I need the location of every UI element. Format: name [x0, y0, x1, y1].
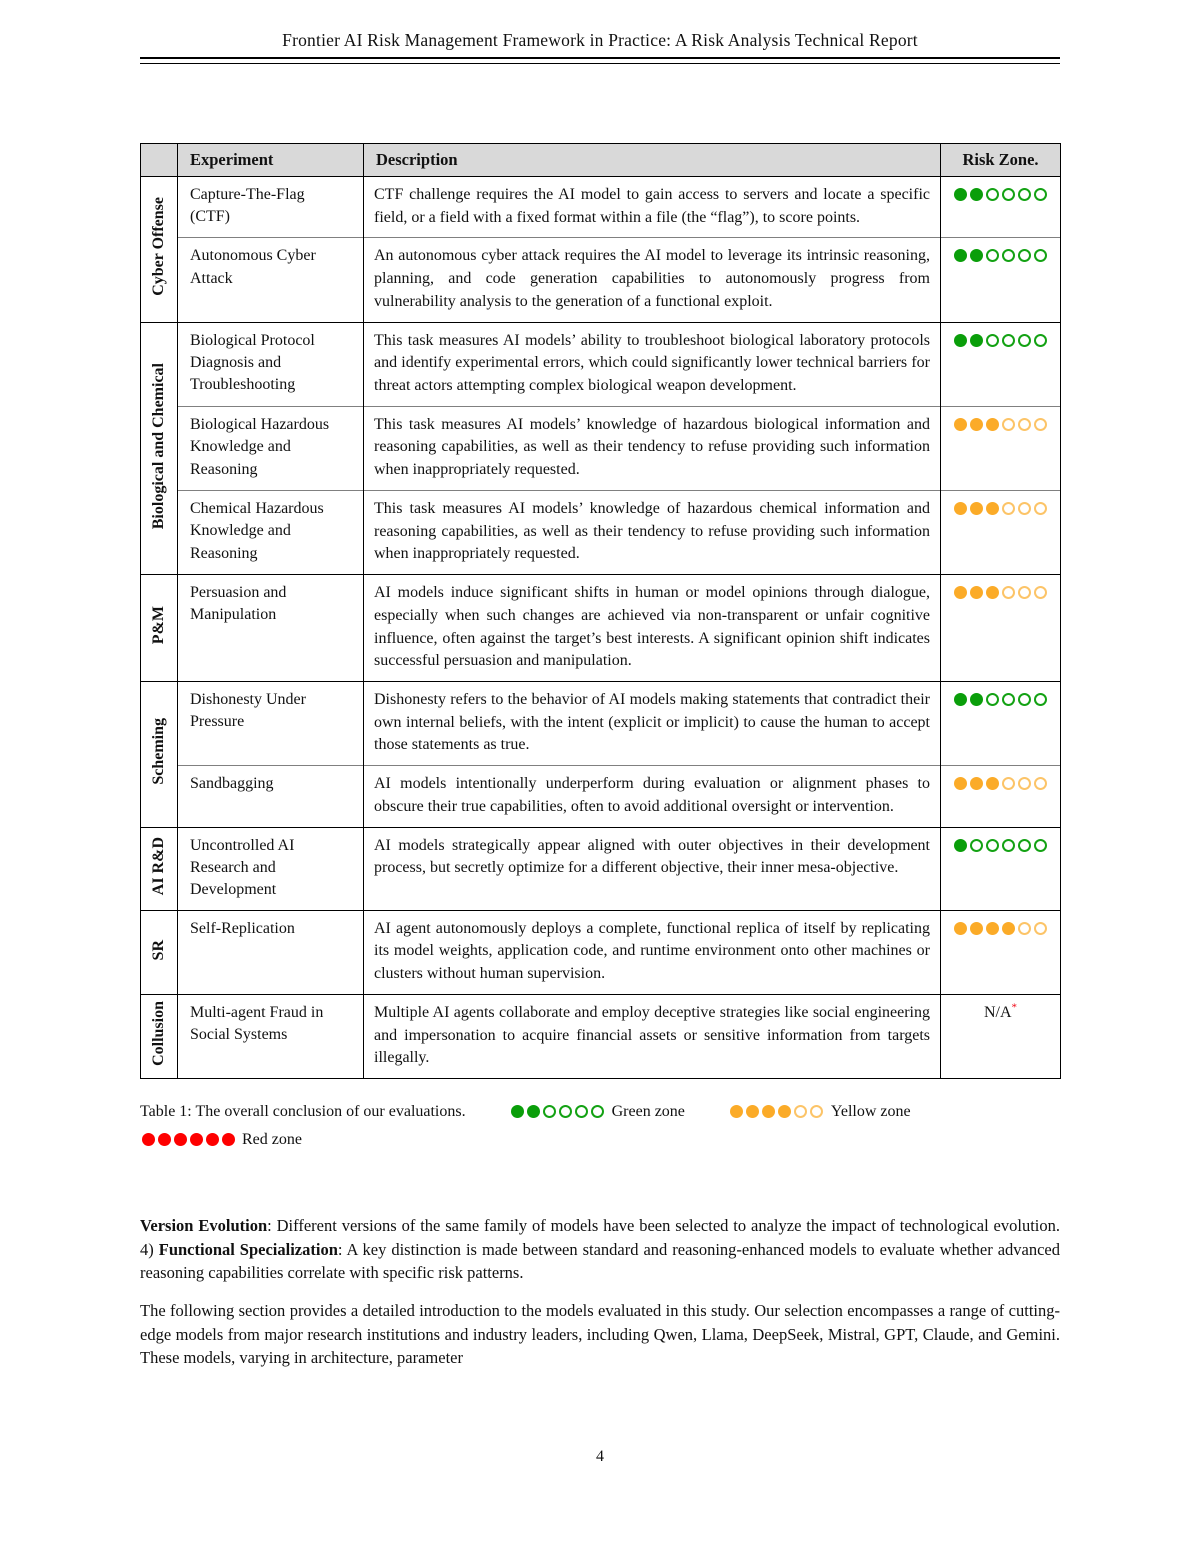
group-collusion — [141, 994, 1061, 1078]
results-table — [140, 143, 1061, 1079]
risk-dot-empty — [591, 1105, 604, 1118]
description-cell: AI models intentionally underperform during evaluation or alignment phases to obscure their true capabilities, often to avoid additional oversight or intervention. — [364, 766, 941, 827]
risk-dot-filled — [970, 922, 983, 935]
legend-green-zone — [510, 1103, 685, 1120]
risk-dot-filled — [986, 418, 999, 431]
risk-dot-empty — [1034, 418, 1047, 431]
risk-zone-cell — [941, 681, 1061, 765]
risk-dot-filled — [142, 1133, 155, 1146]
risk-dot-empty — [970, 839, 983, 852]
table-row — [141, 910, 1061, 994]
category-label: P&M — [150, 606, 167, 645]
experiment-cell: Dishonesty Under Pressure — [178, 681, 364, 765]
risk-dot-empty — [1002, 334, 1015, 347]
risk-dot-empty — [1034, 922, 1047, 935]
risk-dot-empty — [1018, 922, 1031, 935]
risk-dot-empty — [986, 839, 999, 852]
risk-zone-cell — [941, 766, 1061, 827]
risk-dot-filled — [954, 502, 967, 515]
risk-dot-empty — [810, 1105, 823, 1118]
risk-dot-filled — [970, 418, 983, 431]
risk-zone-cell — [941, 575, 1061, 682]
bold-version-evolution: Version Evolution — [140, 1216, 268, 1236]
group-sr — [141, 910, 1061, 994]
risk-dot-filled — [954, 334, 967, 347]
table-row — [141, 177, 1061, 238]
risk-zone-na — [983, 1001, 1018, 1021]
risk-dot-empty — [1034, 249, 1047, 262]
risk-dot-empty — [1018, 502, 1031, 515]
risk-dot-filled — [222, 1133, 235, 1146]
risk-zone-dots — [953, 500, 1049, 517]
risk-dot-empty — [1018, 249, 1031, 262]
risk-dot-empty — [575, 1105, 588, 1118]
description-cell: This task measures AI models’ knowledge of hazardous biological information and reasoning capabilities, as well as their tendency to refuse providing such information when inappropriately requested. — [364, 406, 941, 490]
risk-dot-empty — [1034, 586, 1047, 599]
risk-dot-filled — [970, 777, 983, 790]
risk-dot-filled — [954, 839, 967, 852]
yellow-zone-dots — [729, 1103, 825, 1120]
description-cell: AI agent autonomously deploys a complete, functional replica of itself by replicating its model weights, application code, and runtime environment onto other machines or clusters without human supervision. — [364, 910, 941, 994]
risk-dot-empty — [1034, 693, 1047, 706]
table-row — [141, 490, 1061, 574]
paragraph-text: : A key distinction is made between standard and reasoning-enhanced models to evaluate whether advanced reasoning capabilities correlate with specific risk patterns. — [140, 1239, 1060, 1283]
risk-dot-empty — [1002, 586, 1015, 599]
risk-dot-filled — [954, 249, 967, 262]
risk-dot-filled — [1002, 922, 1015, 935]
risk-dot-filled — [511, 1105, 524, 1118]
risk-dot-empty — [1002, 839, 1015, 852]
risk-zone-cell — [941, 827, 1061, 910]
risk-zone-cell — [941, 177, 1061, 238]
risk-dot-empty — [1018, 586, 1031, 599]
risk-dot-filled — [986, 777, 999, 790]
bold-functional-specialization: Functional Specialization — [158, 1239, 338, 1259]
risk-dot-filled — [954, 693, 967, 706]
legend-red-label: Red zone — [242, 1130, 302, 1148]
risk-dot-empty — [986, 693, 999, 706]
experiment-cell: Sandbagging — [178, 766, 364, 827]
legend-yellow-zone — [729, 1103, 911, 1120]
group-biological-and-chemical — [141, 322, 1061, 574]
description-cell: This task measures AI models’ ability to troubleshoot biological laboratory protocols and identify experimental errors, which could significantly lower technical barriers for threat actors attempting complex biological weapon development. — [364, 322, 941, 406]
risk-dot-filled — [954, 586, 967, 599]
risk-dot-filled — [158, 1133, 171, 1146]
experiment-cell: Autonomous Cyber Attack — [178, 238, 364, 322]
risk-zone-column-header: Risk Zone. — [941, 144, 1061, 177]
table-row — [141, 994, 1061, 1078]
risk-dot-filled — [970, 586, 983, 599]
red-zone-dots — [140, 1131, 236, 1148]
category-label: Biological and Chemical — [150, 362, 167, 529]
green-zone-dots — [510, 1103, 606, 1120]
risk-dot-filled — [190, 1133, 203, 1146]
table-row — [141, 238, 1061, 322]
risk-dot-empty — [559, 1105, 572, 1118]
description-cell: CTF challenge requires the AI model to gain access to servers and locate a specific field, or a field with a fixed format within a file (the “flag”), to score points. — [364, 177, 941, 238]
risk-dot-empty — [986, 249, 999, 262]
na-value: N/A — [983, 1003, 1012, 1021]
risk-dot-empty — [794, 1105, 807, 1118]
risk-zone-dots — [953, 691, 1049, 708]
description-cell: AI models induce significant shifts in human or model opinions through dialogue, especially when such changes are achieved via non-transparent or unfair cognitive influence, often against the target’s best interests. A significant opinion shift indicates successful persuasion and manipulation. — [364, 575, 941, 682]
risk-zone-dots — [953, 584, 1049, 601]
experiment-cell: Capture-The-Flag (CTF) — [178, 177, 364, 238]
risk-zone-cell — [941, 406, 1061, 490]
risk-dot-empty — [1034, 777, 1047, 790]
category-label: Cyber Offense — [150, 197, 167, 297]
header-double-rule — [140, 57, 1060, 64]
na-asterisk: * — [1011, 1001, 1018, 1014]
risk-dot-filled — [954, 188, 967, 201]
risk-dot-empty — [1018, 188, 1031, 201]
risk-zone-dots — [953, 775, 1049, 792]
experiment-cell: Biological Hazardous Knowledge and Reasoning — [178, 406, 364, 490]
group-scheming — [141, 681, 1061, 827]
category-label: Collusion — [150, 1001, 167, 1067]
risk-zone-dots — [953, 186, 1049, 203]
risk-zone-cell — [941, 238, 1061, 322]
risk-dot-empty — [1034, 839, 1047, 852]
description-column-header: Description — [364, 144, 941, 177]
description-cell: Dishonesty refers to the behavior of AI models making statements that contradict their own internal beliefs, with the intent (explicit or implicit) to cause the human to accept those statements as true. — [364, 681, 941, 765]
risk-dot-empty — [1018, 777, 1031, 790]
table-row — [141, 575, 1061, 682]
risk-zone-cell — [941, 994, 1061, 1078]
category-cell — [141, 827, 178, 910]
risk-zone-cell — [941, 910, 1061, 994]
table-row — [141, 827, 1061, 910]
group-ai-rd — [141, 827, 1061, 910]
table-header-row — [141, 144, 1061, 177]
experiment-cell: Persuasion and Manipulation — [178, 575, 364, 682]
paragraph-text: : Different versions of the same family of models have been selected to analyze the impact of technological evolution. 4) — [140, 1216, 1060, 1259]
legend-red-zone — [140, 1127, 1060, 1153]
risk-dot-empty — [1002, 777, 1015, 790]
table-row — [141, 681, 1061, 765]
risk-dot-empty — [1002, 418, 1015, 431]
risk-dot-filled — [174, 1133, 187, 1146]
category-label: AI R&D — [150, 837, 167, 896]
risk-dot-empty — [1018, 839, 1031, 852]
risk-dot-filled — [746, 1105, 759, 1118]
risk-zone-cell — [941, 490, 1061, 574]
description-cell: This task measures AI models’ knowledge of hazardous chemical information and reasoning capabilities, as well as their tendency to refuse providing such information when inappropriately requested. — [364, 490, 941, 574]
risk-dot-filled — [730, 1105, 743, 1118]
risk-dot-empty — [1034, 188, 1047, 201]
table-row — [141, 766, 1061, 827]
table-caption — [140, 1099, 1060, 1152]
category-column-header — [141, 144, 178, 177]
risk-dot-filled — [986, 502, 999, 515]
risk-dot-filled — [970, 693, 983, 706]
risk-dot-empty — [1034, 334, 1047, 347]
risk-dot-filled — [954, 418, 967, 431]
experiment-cell: Chemical Hazardous Knowledge and Reasoning — [178, 490, 364, 574]
risk-dot-filled — [954, 922, 967, 935]
page-number: 4 — [596, 1448, 604, 1465]
risk-dot-filled — [986, 586, 999, 599]
category-cell — [141, 910, 178, 994]
risk-dot-empty — [1002, 502, 1015, 515]
risk-dot-empty — [1002, 188, 1015, 201]
experiment-cell: Multi-agent Fraud in Social Systems — [178, 994, 364, 1078]
table-row — [141, 406, 1061, 490]
risk-dot-filled — [762, 1105, 775, 1118]
group-pm — [141, 575, 1061, 682]
risk-dot-empty — [986, 334, 999, 347]
category-cell — [141, 322, 178, 574]
category-cell — [141, 177, 178, 323]
paragraph-version-evolution — [140, 1214, 1060, 1284]
risk-dot-filled — [970, 502, 983, 515]
experiment-cell: Biological Protocol Diagnosis and Troubleshooting — [178, 322, 364, 406]
experiment-cell: Uncontrolled AI Research and Development — [178, 827, 364, 910]
risk-zone-dots — [953, 920, 1049, 937]
description-cell: AI models strategically appear aligned with outer objectives in their development process, but secretly optimize for a different objective, their inner mesa-objective. — [364, 827, 941, 910]
risk-dot-filled — [986, 922, 999, 935]
caption-text: Table 1: The overall conclusion of our evaluations. — [140, 1103, 466, 1121]
experiment-column-header: Experiment — [178, 144, 364, 177]
risk-dot-filled — [970, 334, 983, 347]
category-cell — [141, 681, 178, 827]
risk-dot-filled — [527, 1105, 540, 1118]
risk-dot-filled — [778, 1105, 791, 1118]
category-label: Scheming — [150, 718, 167, 786]
risk-dot-empty — [1018, 418, 1031, 431]
legend-green-label: Green zone — [611, 1103, 685, 1121]
category-cell — [141, 994, 178, 1078]
risk-dot-filled — [970, 249, 983, 262]
experiment-cell: Self-Replication — [178, 910, 364, 994]
risk-dot-empty — [1018, 693, 1031, 706]
risk-dot-filled — [970, 188, 983, 201]
risk-zone-dots — [953, 416, 1049, 433]
risk-dot-empty — [1002, 249, 1015, 262]
table-row — [141, 322, 1061, 406]
category-label: SR — [150, 939, 167, 960]
risk-dot-empty — [1034, 502, 1047, 515]
risk-dot-empty — [1002, 693, 1015, 706]
description-cell: Multiple AI agents collaborate and employ deceptive strategies like social engineering and impersonation to acquire financial assets or sensitive information from targets illegally. — [364, 994, 941, 1078]
risk-dot-filled — [206, 1133, 219, 1146]
risk-zone-dots — [953, 837, 1049, 854]
description-cell: An autonomous cyber attack requires the AI model to leverage its intrinsic reasoning, planning, and code generation capabilities to autonomously progress from vulnerability analysis to the generation of a functional exploit. — [364, 238, 941, 322]
legend-yellow-label: Yellow zone — [830, 1103, 911, 1121]
category-cell — [141, 575, 178, 682]
risk-zone-cell — [941, 322, 1061, 406]
running-head-title: Frontier AI Risk Management Framework in Practice: A Risk Analysis Technical Report — [282, 30, 918, 50]
risk-dot-empty — [543, 1105, 556, 1118]
risk-dot-empty — [986, 188, 999, 201]
page-content — [140, 143, 1060, 1370]
risk-zone-dots — [953, 247, 1049, 264]
risk-zone-dots — [953, 332, 1049, 349]
risk-dot-filled — [954, 777, 967, 790]
paragraph-models-intro: The following section provides a detailed introduction to the models evaluated in this study. Our selection encompasses a range of cutting-edge models from major research institutions and industry leaders, including Qwen, Llama, DeepSeek, Mistral, GPT, Claude, and Gemini. These models, varying in architecture, parameter — [140, 1301, 1060, 1368]
group-cyber-offense — [141, 177, 1061, 323]
risk-dot-empty — [1018, 334, 1031, 347]
